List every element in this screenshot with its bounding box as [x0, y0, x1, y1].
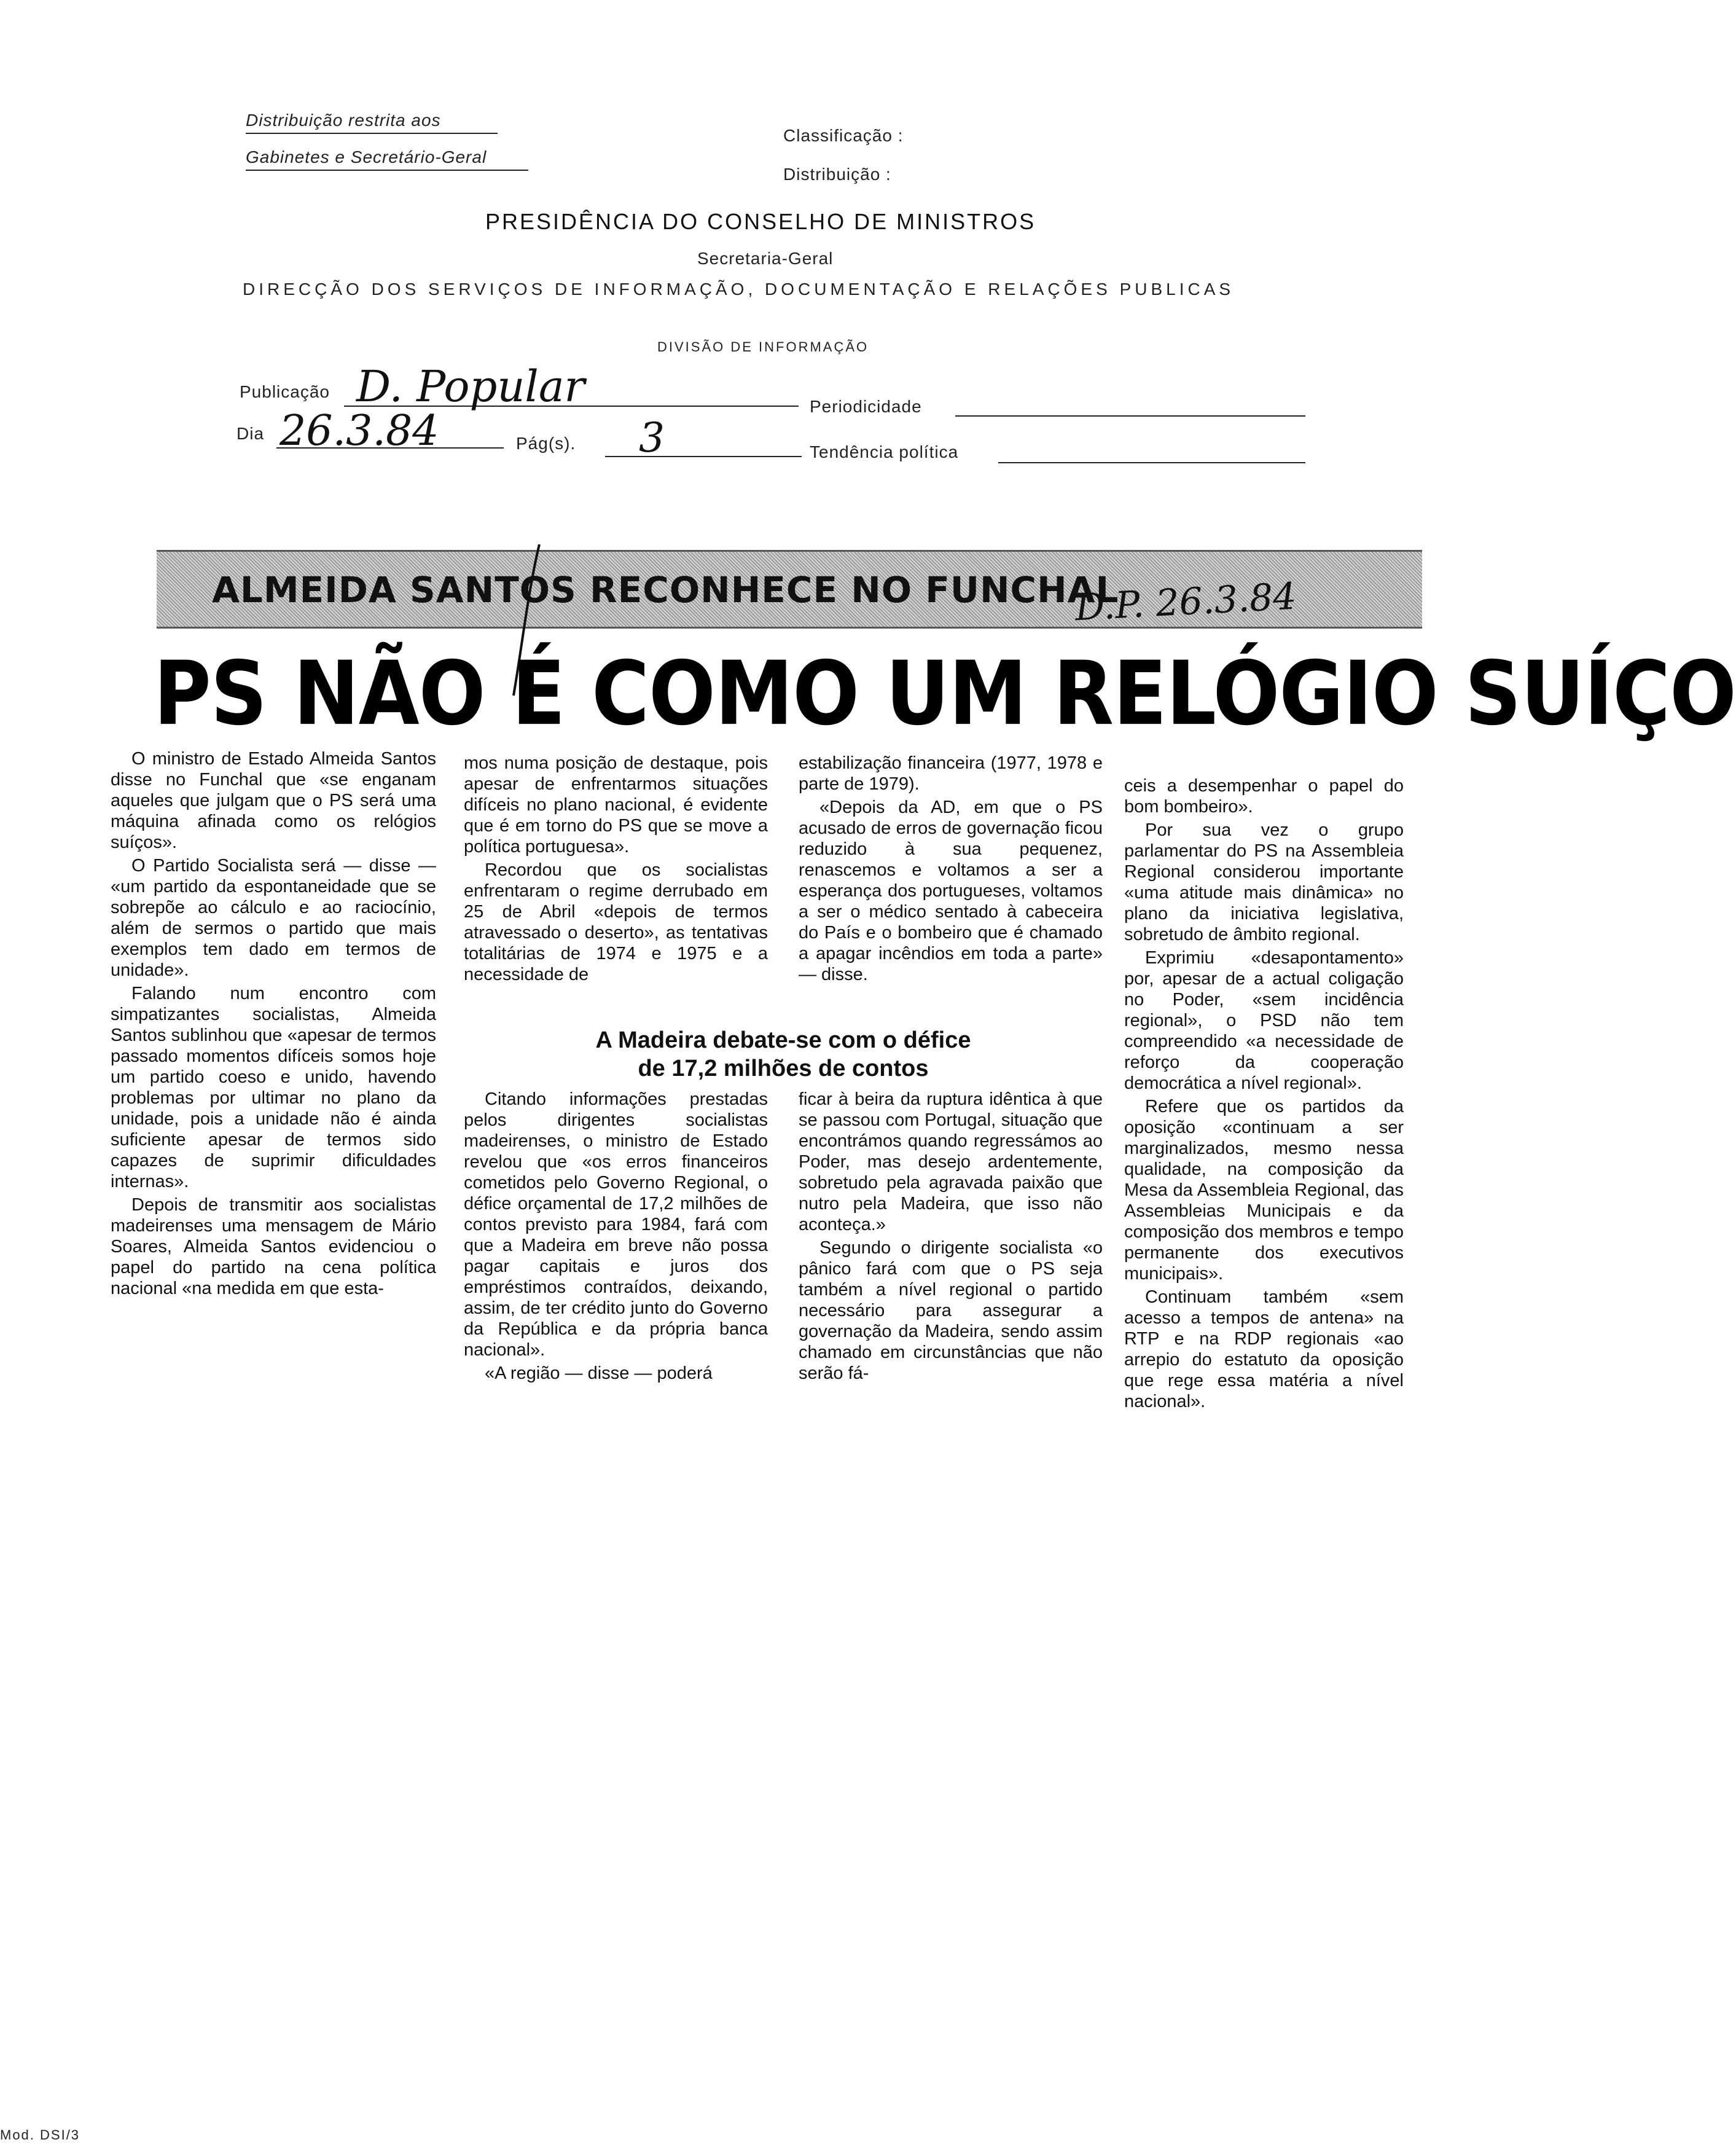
subhead-line-1: A Madeira debate-se com o défice: [595, 1027, 971, 1053]
periodicity-line: [955, 415, 1305, 417]
subhead-line-2: de 17,2 milhões de contos: [638, 1056, 929, 1081]
col2-paragraph-2: Recordou que os socialistas enfrentaram o regime derrubado em 25 de Abril «depois de termos atravessado o deserto», as tentativas totalitárias de 1974 e 1975 e a necessidade de: [464, 860, 768, 984]
pages-value: 3: [639, 414, 665, 461]
col1-paragraph-4: Depois de transmitir aos socialistas madeirenses uma mensagem de Mário Soares, Almeida Santos evidenciou o papel do partido na cena política nacional «na medida em que esta-: [111, 1195, 436, 1298]
article-subhead: [464, 1026, 1103, 1083]
article-kicker: ALMEIDA SANTOS RECONHECE NO FUNCHAL: [212, 569, 1119, 611]
form-code: Mod. DSI/3: [0, 2127, 80, 2143]
article-column-3-top: [799, 753, 1103, 987]
periodicity-label: Periodicidade: [810, 397, 922, 416]
article-column-4: [1124, 775, 1404, 1414]
classification-label: Classificação :: [783, 126, 904, 145]
article-column-3-bottom: [799, 1089, 1103, 1386]
pages-line: [605, 456, 802, 457]
col2b-paragraph-1: Citando informações prestadas pelos dirigentes socialistas madeirenses, o ministro de Estado revelou que «os erros financeiros cometidos pelo Governo Regional, o défice orçamental de 17,2 milhões de contos previsto para 1984, fará com que a Madeira em breve não possa pagar capitais e juros dos empréstimos contraídos, deixando, assim, de ter crédito junto do Governo da República e da própria banca nacional».: [464, 1089, 768, 1360]
col4-paragraph-3: Exprimiu «desapontamento» por, apesar de a actual coligação no Poder, «sem incidência regional», o PSD não tem compreendido «a necessidade de reforço da cooperação democrática a nível regional».: [1124, 948, 1404, 1093]
secretariat-label: Secretaria-Geral: [697, 249, 834, 268]
pages-label: Pág(s).: [516, 434, 576, 453]
directorate-label: DIRECÇÃO DOS SERVIÇOS DE INFORMAÇÃO, DOCUMENTAÇÃO E RELAÇÕES PUBLICAS: [243, 280, 1235, 299]
article-headline: PS NÃO É COMO UM RELÓGIO SUÍÇO: [154, 643, 1736, 745]
publication-label: Publicação: [240, 382, 330, 401]
col3b-paragraph-2: Segundo o dirigente socialista «o pânico fará com que o PS seja também a nível regional o partido necessário para assegurar a governação da Madeira, sendo assim chamado em circunstâncias que não serão fá-: [799, 1238, 1103, 1383]
article-column-2-bottom: [464, 1089, 768, 1386]
col4-paragraph-4: Refere que os partidos da oposição «continuam a ser marginalizados, mesmo nessa qualidade, na composição da Mesa da Assembleia Regional, das Assembleias Municipais e da composição dos membros e tempo permanente dos executivos municipais».: [1124, 1097, 1404, 1284]
col1-paragraph-1: O ministro de Estado Almeida Santos disse no Funchal que «se enganam aqueles que julgam que o PS será uma máquina afinada como os relógios suíços».: [111, 749, 436, 852]
article-column-1: [111, 748, 436, 1301]
col4-paragraph-5: Continuam também «sem acesso a tempos de antena» na RTP e na RDP regionais «ao arrepio do estatuto da oposição que rege essa matéria a nível nacional».: [1124, 1287, 1404, 1411]
institution-title: PRESIDÊNCIA DO CONSELHO DE MINISTROS: [485, 209, 1036, 234]
article-column-2-top: [464, 753, 768, 987]
distribution-note-line2: Gabinetes e Secretário-Geral: [246, 147, 528, 171]
publication-value: D. Popular: [356, 361, 585, 412]
day-value: 26.3.84: [280, 407, 439, 455]
col4-paragraph-2: Por sua vez o grupo parlamentar do PS na Assembleia Regional considerou importante «uma atitude mais dinâmica» no plano da iniciativa legislativa, sobretudo de âmbito regional.: [1124, 820, 1404, 944]
col1-paragraph-2: O Partido Socialista será — disse — «um partido da espontaneidade que se sobrepõe ao cálculo e ao raciocínio, além de sermos o partido que mais exemplos tem dado em termos de unidade».: [111, 856, 436, 980]
col2-paragraph-1: mos numa posição de destaque, pois apesar de enfrentarmos situações difíceis no plano nacional, é evidente que é em torno do PS que se move a política portuguesa».: [464, 753, 768, 857]
col2b-paragraph-2: «A região — disse — poderá: [485, 1363, 713, 1383]
col3-paragraph-1: estabilização financeira (1977, 1978 e parte de 1979).: [799, 753, 1103, 794]
col4-paragraph-1: ceis a desempenhar o papel do bom bombeiro».: [1124, 776, 1404, 817]
tendency-label: Tendência política: [810, 442, 959, 461]
tendency-line: [998, 462, 1305, 463]
division-label: DIVISÃO DE INFORMAÇÃO: [657, 339, 869, 355]
day-label: Dia: [237, 424, 265, 443]
col3b-paragraph-1: ficar à beira da ruptura idêntica à que se passou com Portugal, situação que encontrámos quando regressámos ao Poder, mas desejo ardentemente, sobretudo pela agravada paixão que nutro pela Madeira, que isso não aconteça.»: [799, 1089, 1103, 1234]
kicker-handwritten-date: D.P. 26.3.84: [1074, 575, 1298, 630]
distribution-label: Distribuição :: [783, 165, 891, 184]
col1-paragraph-3: Falando num encontro com simpatizantes socialistas, Almeida Santos sublinhou que «apesar de termos passado momentos difíceis somos hoje um partido coeso e unido, havendo problemas por ultimar no plano da unidade, pois a unidade não é ainda suficiente apesar de termos sido capazes de suprimir dificuldades internas».: [111, 984, 436, 1191]
col3-paragraph-2: «Depois da AD, em que o PS acusado de erros de governação ficou reduzido à sua pequenez, renascemos e voltamos a ser a esperança dos portugueses, voltamos a ser o médico sentado à cabeceira do País e o bombeiro que é chamado a apagar incêndios em toda a parte» — disse.: [799, 798, 1103, 984]
distribution-note-line1: Distribuição restrita aos: [246, 111, 498, 134]
